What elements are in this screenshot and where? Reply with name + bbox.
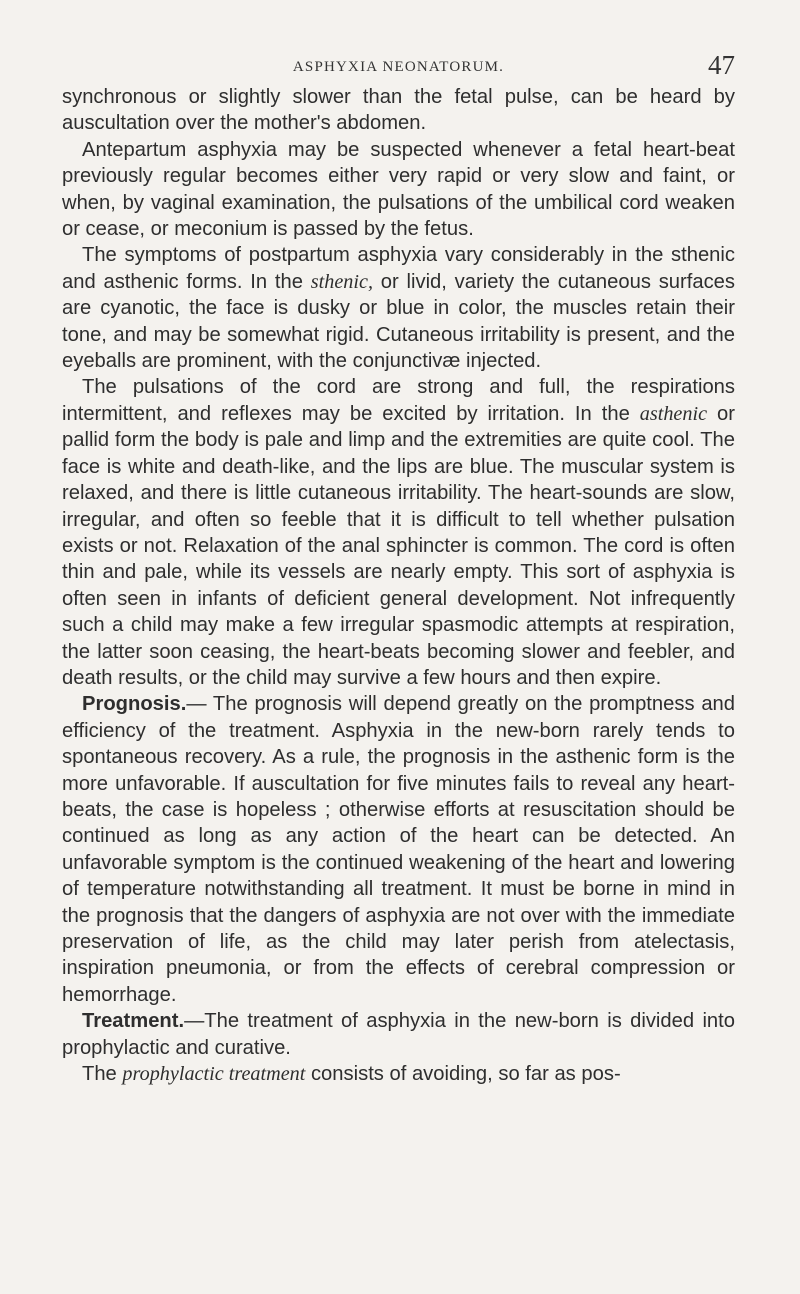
italic-term-prophylactic: prophylactic treatment [122,1063,306,1086]
text-segment: The [82,1063,123,1086]
text-segment: The symptoms of postpartum asphyxia vary considerably in the sthenic and asthenic forms. In the [62,244,735,293]
italic-term-asthenic: asthenic [639,402,708,425]
running-head [62,50,735,84]
body-text [62,84,735,1087]
italic-term-sthenic: sthenic, [310,270,373,293]
paragraph-continuation: synchronous or slightly slower than the fetal pulse, can be heard by auscultation over the mother's abdomen. [62,86,735,135]
paragraph-prophylactic [62,1061,735,1087]
section-heading-treatment: Treatment. [82,1010,185,1033]
book-page [62,50,735,1087]
text-segment: —The treatment of asphyxia in the new-born is divided into prophylactic and curative. [62,1010,735,1059]
section-heading-prognosis: Prognosis. [82,693,187,716]
paragraph-symptoms [62,242,735,374]
text-segment: The pulsations of the cord are strong and full, the respirations intermittent, and reflexes may be excited by irritation. In the [62,376,735,425]
text-segment: or pallid form the body is pale and limp and the extremities are quite cool. The face is white and death-like, and the lips are blue. The muscular system is relaxed, and there is little cutaneous irritability. The heart-sounds are slow, irregular, and often so feeble that it is difficult to tell whether pulsation exists or not. Relaxation of the anal sphincter is common. The cord is often thin and pale, while its vessels are nearly empty. This sort of asphyxia is often seen in infants of deficient general development. Not infrequently such a child may make a few irregular spasmodic attempts at respiration, the latter soon ceasing, the heart-beats becoming slower and feebler, and death results, or the child may survive a few hours and then expire. [62,402,735,689]
paragraph-antepartum: Antepartum asphyxia may be suspected whenever a fetal heart-beat previously regular becomes either very rapid or very slow and faint, or when, by vaginal examination, the pulsations of the umbilical cord weaken or cease, or meconium is passed by the fetus. [62,138,735,241]
paragraph-prognosis [62,691,735,1008]
page-number: 47 [708,50,735,80]
text-segment: — The prognosis will depend greatly on the promptness and efficiency of the treatment. Asphyxia in the new-born rarely tends to spontaneous recovery. As a rule, the prognosis in the asthenic form is the more unfavorable. If auscultation for five minutes fails to reveal any heart-beats, the case is hopeless ; otherwise efforts at resuscitation should be continued as long as any action of the heart can be detected. An unfavorable symptom is the continued weakening of the heart and lowering of temperature notwithstanding all treatment. It must be borne in mind in the prognosis that the dangers of asphyxia are not over with the immediate preservation of life, as the child may later perish from atelectasis, inspiration pneumonia, or from the effects of cerebral compression or hemorrhage. [62,693,735,1006]
text-segment: or livid, variety the cutaneous surfaces are cyanotic, the face is dusky or blue in color, the muscles retain their tone, and may be somewhat rigid. Cutaneous irritability is present, and the eyeballs are prominent, with the conjunctivæ injected. [62,270,735,373]
text-segment: consists of avoiding, so far as pos- [305,1063,621,1086]
paragraph-pulsations [62,374,735,691]
paragraph-treatment [62,1008,735,1061]
running-head-title: ASPHYXIA NEONATORUM. [292,59,505,75]
